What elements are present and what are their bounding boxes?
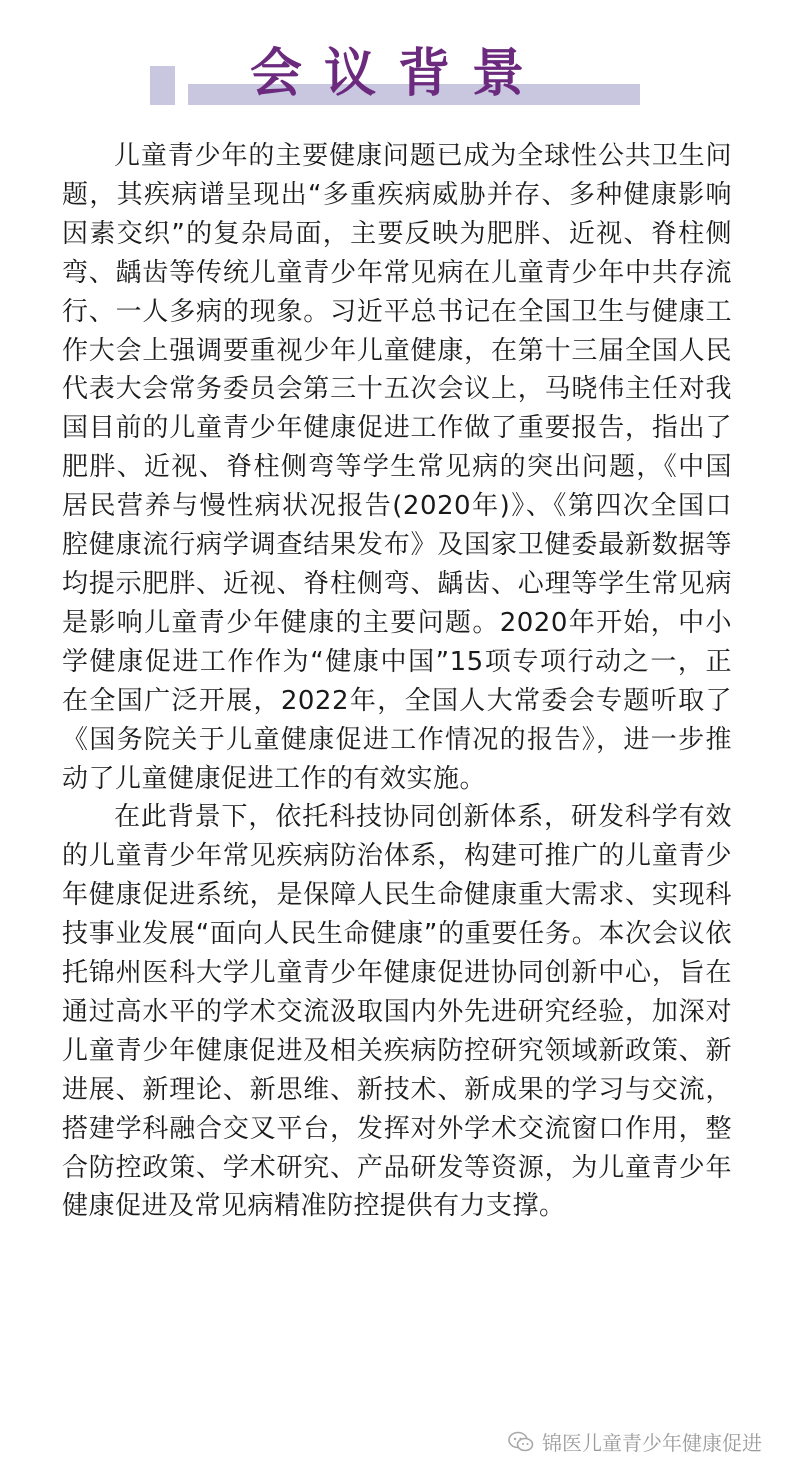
account-watermark	[508, 1427, 762, 1456]
section-header	[0, 0, 786, 120]
paragraph-purpose: 在此背景下，依托科技协同创新体系，研发科学有效的儿童青少年常见疾病防治体系，构建可推广的儿童青少年健康促进系统，是保障人民生命健康重大需求、实现科技事业发展“面向人民生命健康”的重要任务。本次会议依托锦州医科大学儿童青少年健康促进协同创新中心，旨在通过高水平的学术交流汲取国内外先进研究经验，加深对儿童青少年健康促进及相关疾病防控研究领域新政策、新进展、新理论、新思维、新技术、新成果的学习与交流，搭建学科融合交叉平台，发挥对外学术交流窗口作用，整合防控政策、学术研究、产品研发等资源，为儿童青少年健康促进及常见病精准防控提供有力支撑。	[62, 802, 732, 1222]
body-text	[62, 137, 732, 1226]
account-name: 锦医儿童青少年健康促进	[542, 1431, 762, 1455]
header-accent-bar-small	[150, 66, 175, 105]
wechat-icon	[508, 1431, 534, 1453]
section-title: 会议背景	[249, 44, 546, 104]
paragraph-background: 儿童青少年的主要健康问题已成为全球性公共卫生问题，其疾病谱呈现出“多重疾病威胁并存、多种健康影响因素交织”的复杂局面，主要反映为肥胖、近视、脊柱侧弯、龋齿等传统儿童青少年常见病在儿童青少年中共存流行、一人多病的现象。习近平总书记在全国卫生与健康工作大会上强调要重视少年儿童健康，在第十三届全国人民代表大会常务委员会第三十五次会议上，马晓伟主任对我国目前的儿童青少年健康促进工作做了重要报告，指出了肥胖、近视、脊柱侧弯等学生常见病的突出问题，《中国居民营养与慢性病状况报告(2020年)》、《第四次全国口腔健康流行病学调查结果发布》及国家卫健委最新数据等均提示肥胖、近视、脊柱侧弯、龋齿、心理等学生常见病是影响儿童青少年健康的主要问题。2020年开始，中小学健康促进工作作为“健康中国”15项专项行动之一，正在全国广泛开展，2022年，全国人大常委会专题听取了《国务院关于儿童健康促进工作情况的报告》，进一步推动了儿童健康促进工作的有效实施。	[62, 141, 732, 794]
